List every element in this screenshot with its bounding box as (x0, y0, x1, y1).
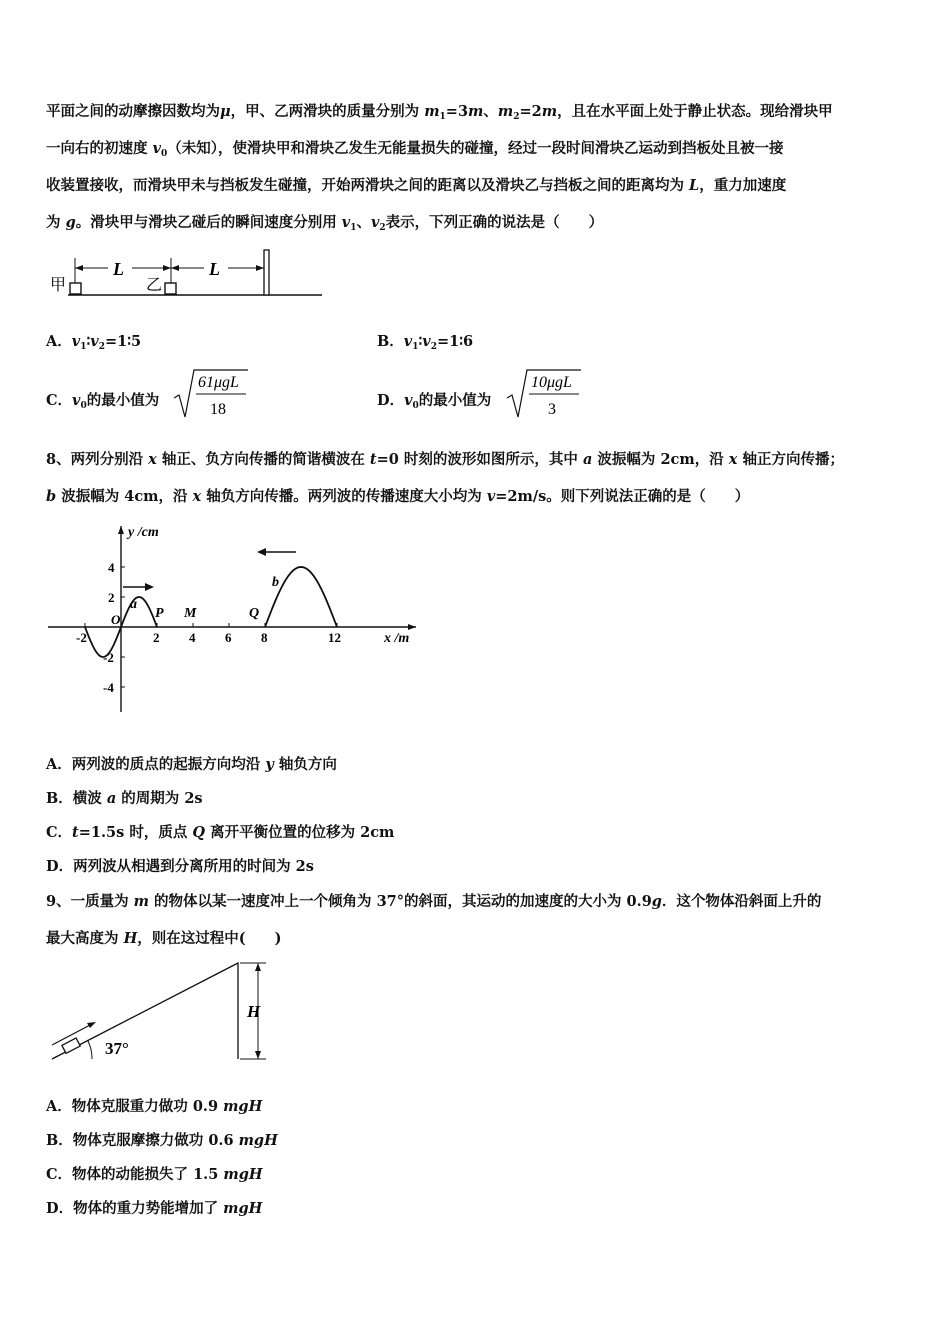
y-tick-label: -4 (103, 680, 114, 695)
q8-option-c[interactable]: C．t=1.5s 时，质点 Q 离开平衡位置的位移为 2cm (46, 824, 395, 841)
angle-label: 37° (105, 1039, 129, 1058)
height-label: H (247, 1002, 261, 1021)
x-tick-label: 2 (153, 630, 160, 645)
q7-text-line-1: 平面之间的动摩擦因数均为μ，甲、乙两滑块的质量分别为 $m_1=3m$、$m_2=2m$，且在水平面上处于静止状态。现给滑块甲 (46, 103, 833, 122)
y-axis-label: y /cm (128, 525, 159, 540)
y-tick-label: -2 (103, 650, 114, 665)
label-L1: L (113, 259, 124, 279)
q7-option-b[interactable]: B．$v_1∶v_2=1∶6$ (377, 333, 474, 352)
block-jia (70, 283, 81, 294)
q7-option-a[interactable]: A．$v_1∶v_2=1∶5$ (46, 333, 142, 352)
point-m-label: M (184, 606, 197, 621)
block-on-incline (62, 1038, 80, 1053)
q8-option-a[interactable]: A．两列波的质点的起振方向均沿 y 轴负方向 (46, 756, 337, 773)
svg-text:10μgL: 10μgL (531, 374, 572, 391)
label-L2: L (209, 259, 220, 279)
q7-block-figure (44, 248, 334, 304)
svg-text:61μgL: 61μgL (198, 374, 239, 391)
x-tick-label: 8 (261, 630, 268, 645)
svg-text:3: 3 (548, 401, 556, 418)
wave-b-label: b (272, 575, 279, 590)
y-tick-label: 4 (108, 560, 115, 575)
block-yi (165, 283, 176, 294)
q7-option-d-radical (505, 368, 583, 420)
q8-text-line-1: 8、两列分别沿 x 轴正、负方向传播的简谐横波在 t=0 时刻的波形如图所示，其中 a 波振幅为 2cm，沿 x 轴正方向传播； (46, 451, 844, 468)
y-tick-label: 2 (108, 590, 115, 605)
q7-text-line-3: 收装置接收，而滑块甲未与挡板发生碰撞，开始两滑块之间的距离以及滑块乙与挡板之间的距离均为 L，重力加速度 (46, 177, 787, 194)
point-q-label: Q (249, 606, 260, 621)
q8-option-d[interactable]: D．两列波从相遇到分离所用的时间为 2s (46, 858, 314, 875)
label-yi: 乙 (146, 277, 163, 294)
q9-option-a[interactable]: A．物体克服重力做功 0.9 mgH (46, 1098, 263, 1115)
q7-text-line-2: 一向右的初速度 $v_0$（未知），使滑块甲和滑块乙发生无能量损失的碰撞，经过一段时间滑块乙运动到挡板处且被一接 (46, 140, 784, 159)
q7-option-c-radical (172, 368, 250, 420)
wave-a-label: a (130, 597, 137, 612)
x-tick-label: -2 (76, 630, 87, 645)
label-jia: 甲 (50, 277, 67, 294)
point-p-label: P (155, 606, 164, 621)
x-tick-label: O (111, 612, 121, 627)
q9-incline-figure (44, 955, 284, 1067)
q9-text-line-1: 9、一质量为 m 的物体以某一速度冲上一个倾角为 37°的斜面，其运动的加速度的大小为 0.9g．这个物体沿斜面上升的 (46, 893, 822, 910)
q8-wave-graph (44, 520, 424, 720)
angle-arc (88, 1041, 92, 1059)
q9-option-b[interactable]: B．物体克服摩擦力做功 0.6 mgH (46, 1132, 278, 1149)
q8-text-line-2: b 波振幅为 4cm，沿 x 轴负方向传播。两列波的传播速度大小均为 v=2m/s。则下列说法正确的是（ ） (46, 488, 750, 505)
q9-option-c[interactable]: C．物体的动能损失了 1.5 mgH (46, 1166, 263, 1183)
q8-option-b[interactable]: B．横波 a 的周期为 2s (46, 790, 203, 807)
q7-option-c[interactable]: C．$v_0$的最小值为 (46, 392, 160, 411)
svg-text:18: 18 (210, 401, 226, 418)
q9-option-d[interactable]: D．物体的重力势能增加了 mgH (46, 1200, 263, 1217)
x-tick-label: 6 (225, 630, 232, 645)
barrier (264, 250, 269, 295)
q7-text-line-4: 为 g。滑块甲与滑块乙碰后的瞬间速度分别用 $v_1$、$v_2$表示，下列正确的说法是（ ） (46, 214, 604, 233)
x-axis-arrow (408, 624, 416, 630)
q7-option-d[interactable]: D．$v_0$的最小值为 (377, 392, 492, 411)
q9-text-line-2: 最大高度为 H，则在这过程中( ) (46, 930, 282, 947)
x-axis-label: x /m (384, 631, 410, 646)
y-axis-arrow (118, 526, 124, 534)
x-tick-label: 12 (328, 630, 341, 645)
x-tick-label: 4 (189, 630, 196, 645)
